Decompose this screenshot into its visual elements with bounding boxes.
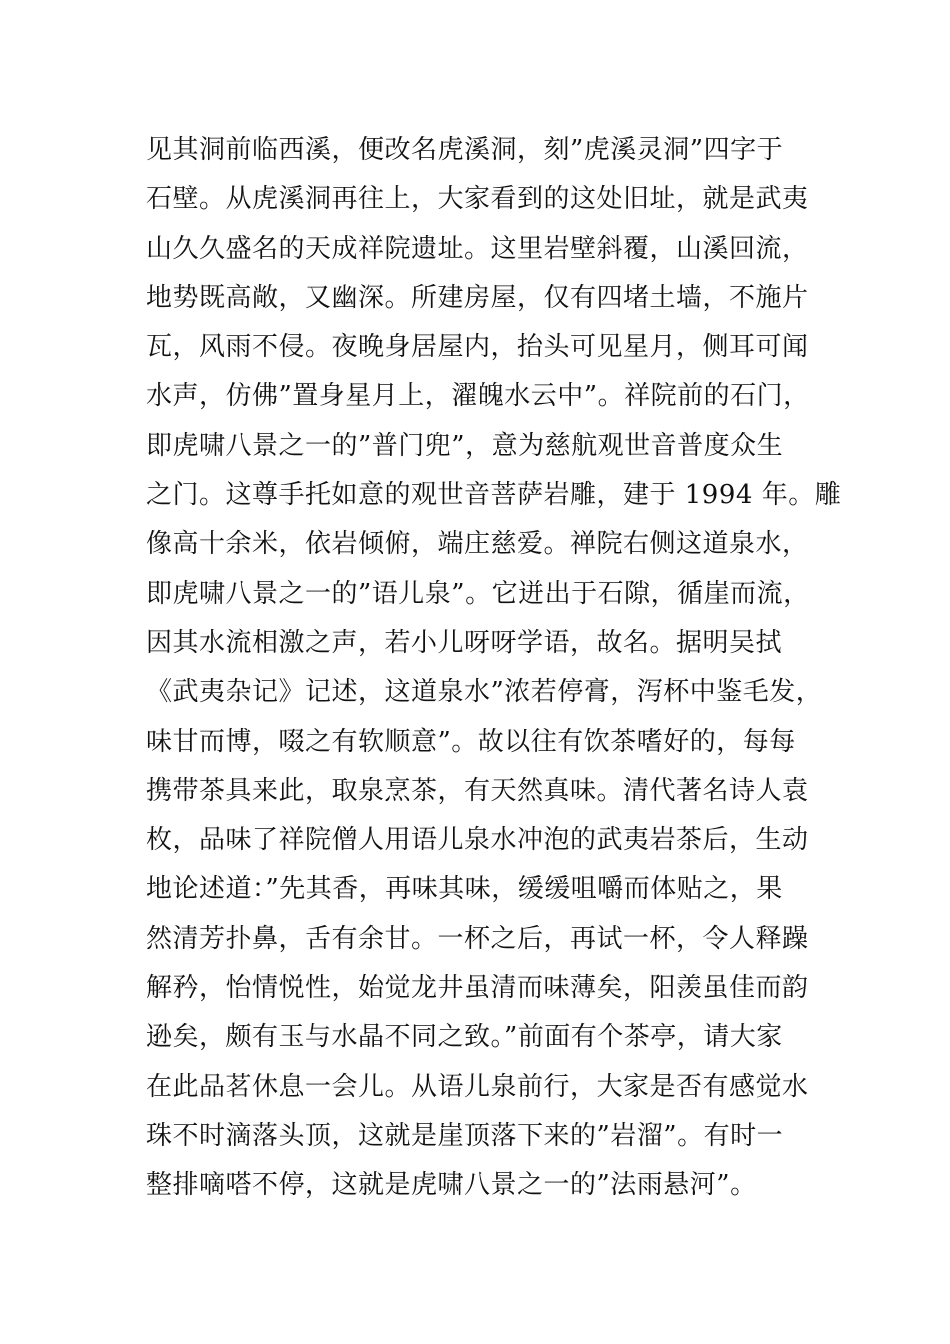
text-line: 水声，仿佛”置身星月上，濯魄水云中”。祥院前的石门， xyxy=(146,381,810,412)
text-line: 地论述道：”先其香，再味其味，缓缓咀嚼而体贴之，果 xyxy=(146,874,783,905)
text-line: 《武夷杂记》记述，这道泉水”浓若停膏，泻杯中鉴毛发， xyxy=(146,677,823,708)
text-line: 携带茶具来此，取泉烹茶，有天然真味。清代著名诗人袁 xyxy=(146,775,809,806)
body-text xyxy=(146,126,846,1211)
text-line: 因其水流相激之声，若小儿呀呀学语，故名。据明吴拭 xyxy=(146,627,783,658)
text-line: 即虎啸八景之一的”语儿泉”。它迸出于石隙，循崖而流， xyxy=(146,578,810,609)
text-line: 珠不时滴落头顶，这就是崖顶落下来的”岩溜”。有时一 xyxy=(146,1120,784,1151)
text-line: 山久久盛名的天成祥院遗址。这里岩壁斜覆，山溪回流， xyxy=(146,233,809,264)
text-line: 在此品茗休息一会儿。从语儿泉前行，大家是否有感觉水 xyxy=(146,1071,809,1102)
text-line: 像高十余米，依岩倾俯，端庄慈爱。禅院右侧这道泉水， xyxy=(146,529,809,560)
text-line: 整排嘀嗒不停，这就是虎啸八景之一的”法雨悬河”。 xyxy=(146,1170,757,1201)
text-line: 然清芳扑鼻，舌有余甘。一杯之后，再试一杯，令人释躁 xyxy=(146,923,809,954)
text-line: 之门。这尊手托如意的观世音菩萨岩雕，建于 1994 年。雕 xyxy=(146,480,842,511)
text-line: 石壁。从虎溪洞再往上，大家看到的这处旧址，就是武夷 xyxy=(146,184,809,215)
text-line: 瓦，风雨不侵。夜晚身居屋内，抬头可见星月，侧耳可闻 xyxy=(146,332,809,363)
text-line: 见其洞前临西溪，便改名虎溪洞，刻”虎溪灵洞”四字于 xyxy=(146,135,784,165)
text-line: 解矜，怡情悦性，始觉龙井虽清而味薄矣，阳羡虽佳而韵 xyxy=(146,973,809,1004)
text-line: 味甘而博，啜之有软顺意”。故以往有饮茶嗜好的，每每 xyxy=(146,726,796,757)
text-line: 即虎啸八景之一的”普门兜”，意为慈航观世音普度众生 xyxy=(146,430,784,461)
text-line: 地势既高敞，又幽深。所建房屋，仅有四堵土墙，不施片 xyxy=(146,282,809,313)
text-line: 枚，品味了祥院僧人用语儿泉水冲泡的武夷岩茶后，生动 xyxy=(146,825,809,856)
text-line: 逊矣，颇有玉与水晶不同之致。”前面有个茶亭，请大家 xyxy=(146,1022,783,1053)
